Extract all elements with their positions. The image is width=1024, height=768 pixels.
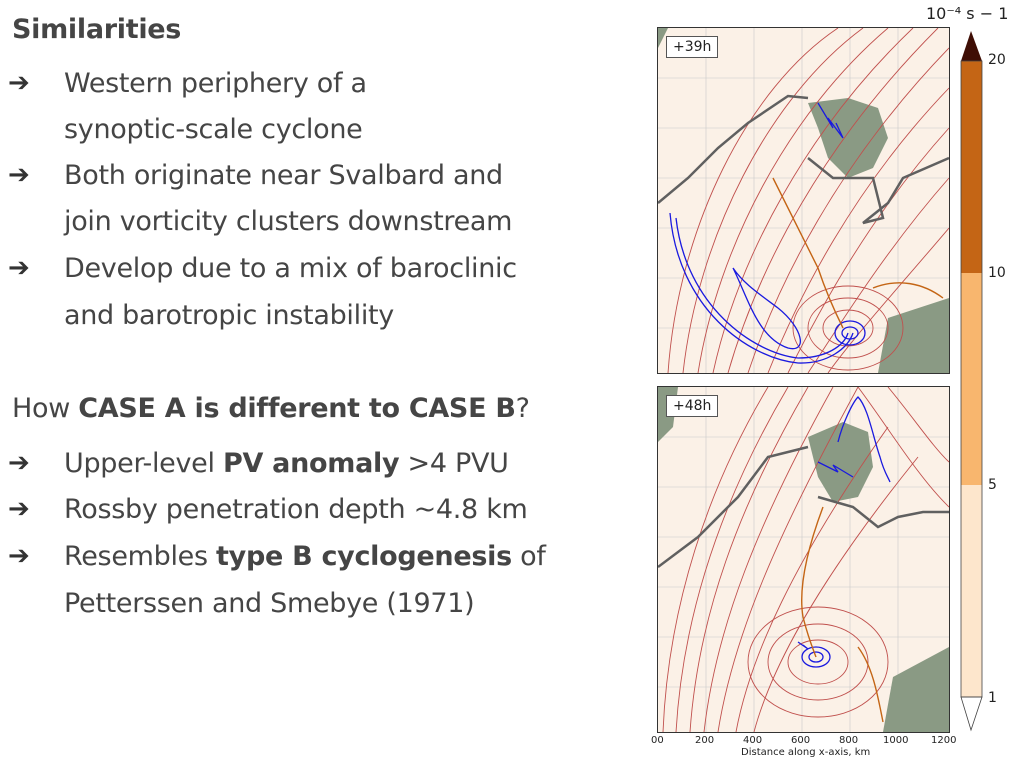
text-post: of <box>511 541 546 572</box>
colorbar-bottom-extend <box>961 697 982 730</box>
question-post: ? <box>515 393 530 424</box>
x-tick-600: 600 <box>791 735 811 746</box>
bullet-text <box>64 440 509 487</box>
question-pre: How <box>12 393 79 424</box>
arrow-icon: ➔ <box>8 448 30 478</box>
colorbar-tick-5: 5 <box>988 477 997 493</box>
panel-label-39h: +39h <box>666 36 718 58</box>
bullet-text: synoptic-scale cyclone <box>64 114 363 145</box>
colorbar-level-5-10 <box>961 273 982 485</box>
text-post: >4 PVU <box>399 448 509 479</box>
bullet-text <box>64 533 546 580</box>
map-48h-graphic <box>658 387 949 732</box>
map-39h-graphic <box>658 28 949 373</box>
arrow-icon: ➔ <box>8 494 30 524</box>
x-tick-400: 400 <box>743 735 763 746</box>
arrow-icon: ➔ <box>8 541 30 571</box>
scandinavia-land <box>883 647 949 732</box>
bullet-text: Rossby penetration depth ~4.8 km <box>64 494 528 525</box>
question-bold: CASE A is different to CASE B <box>78 393 516 424</box>
map-panel-39h <box>657 27 950 374</box>
panel-label-48h: +48h <box>666 395 718 417</box>
map-panel-48h <box>657 386 950 733</box>
colorbar-tick-20: 20 <box>988 52 1006 68</box>
x-axis-label: Distance along x-axis, km <box>741 747 871 758</box>
vorticity-shading <box>802 507 883 722</box>
x-tick-0: 00 <box>651 735 664 746</box>
bullet-text: join vorticity clusters downstream <box>64 206 513 237</box>
arrow-icon: ➔ <box>8 253 30 283</box>
bullet-text: Western periphery of a <box>64 68 367 99</box>
x-tick-1200: 1200 <box>931 735 957 746</box>
arrow-icon: ➔ <box>8 160 30 190</box>
bullet-text: and barotropic instability <box>64 300 394 331</box>
bullet-text: Develop due to a mix of baroclinic <box>64 253 517 284</box>
colorbar-tick-1: 1 <box>988 690 997 706</box>
text-pre: Resembles <box>64 541 217 572</box>
text-pre: Upper-level <box>64 448 223 479</box>
colorbar-top-extend <box>961 31 982 61</box>
text-bold: type B cyclogenesis <box>216 541 512 572</box>
coastline-boundary-2 <box>808 158 949 223</box>
colorbar-level-10-20 <box>961 61 982 273</box>
colorbar-title: 10⁻⁴ s − 1 <box>926 4 1009 23</box>
colorbar-level-1-5 <box>961 485 982 697</box>
x-tick-200: 200 <box>695 735 715 746</box>
text-bold: PV anomaly <box>222 448 400 479</box>
question-line <box>12 393 530 424</box>
arrow-icon: ➔ <box>8 68 30 98</box>
x-tick-800: 800 <box>839 735 859 746</box>
colorbar <box>958 28 988 738</box>
bullet-text: Both originate near Svalbard and <box>64 160 503 191</box>
similarities-heading: Similarities <box>12 14 182 45</box>
scandinavia-land <box>878 298 949 373</box>
coastline-boundary <box>658 447 808 567</box>
bullet-text: Petterssen and Smebye (1971) <box>64 588 475 619</box>
x-tick-1000: 1000 <box>883 735 909 746</box>
colorbar-tick-10: 10 <box>988 265 1006 281</box>
